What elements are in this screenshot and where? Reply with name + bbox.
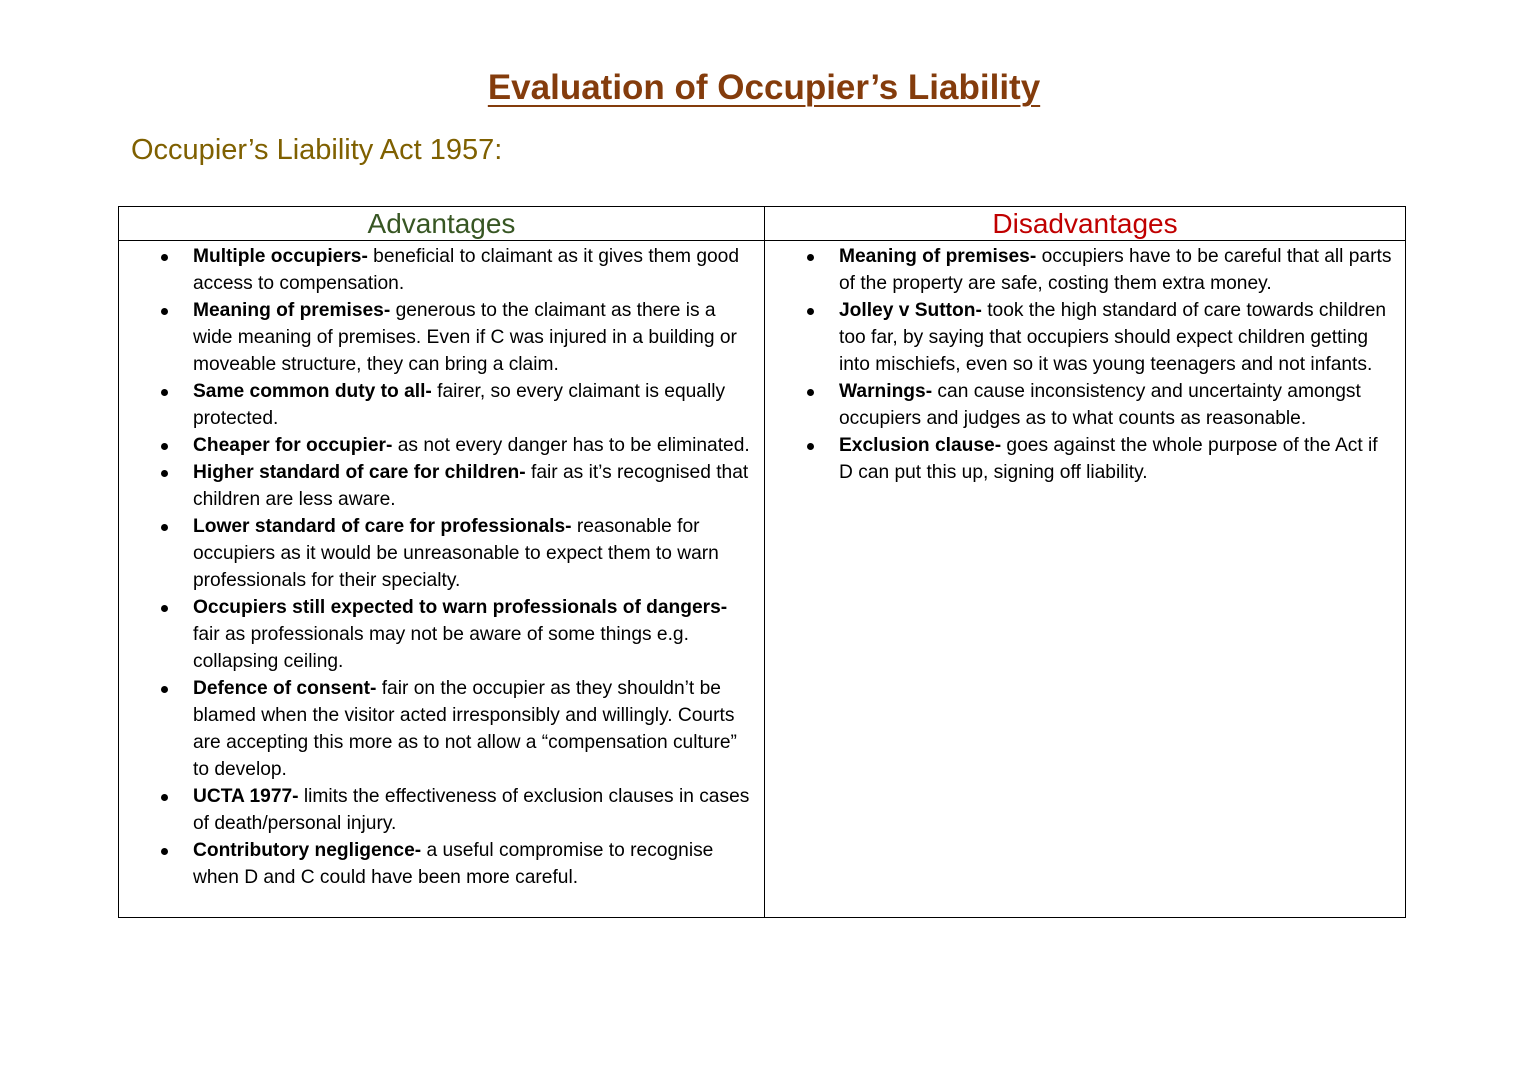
disadvantages-header: Disadvantages — [765, 207, 1406, 241]
advantages-cell — [119, 241, 765, 918]
point-text: a useful compromise to recognise when D and C could have been more careful. — [193, 840, 714, 888]
point-text: can cause inconsistency and uncertainty amongst occupiers and judges as to what counts as reasonable. — [839, 381, 1361, 429]
bullet-icon — [807, 389, 814, 396]
list-item — [119, 297, 754, 378]
point-text: fairer, so every claimant is equally protected. — [193, 381, 726, 429]
bullet-icon — [807, 443, 814, 450]
bullet-icon — [807, 254, 814, 261]
point-term: UCTA 1977- — [193, 786, 299, 807]
point-text: occupiers have to be careful that all parts of the property are safe, costing them extra money. — [839, 246, 1392, 294]
bullet-icon — [161, 470, 168, 477]
table-body-row — [119, 241, 1406, 918]
table-header-row — [119, 207, 1406, 241]
advantages-header: Advantages — [119, 207, 765, 241]
point-term: Warnings- — [839, 381, 933, 402]
point-term: Cheaper for occupier- — [193, 435, 393, 456]
list-item — [765, 378, 1395, 432]
list-item — [119, 783, 754, 837]
list-item — [119, 837, 754, 891]
list-item — [119, 243, 754, 297]
point-text: limits the effectiveness of exclusion clauses in cases of death/personal injury. — [193, 786, 750, 834]
point-term: Multiple occupiers- — [193, 246, 368, 267]
bullet-icon — [161, 848, 168, 855]
point-text: goes against the whole purpose of the Act if D can put this up, signing off liability. — [839, 435, 1378, 483]
list-item — [119, 459, 754, 513]
point-text: generous to the claimant as there is a wide meaning of premises. Even if C was injured in a building or moveable structure, they can bring a claim. — [193, 300, 737, 375]
point-text: fair on the occupier as they shouldn’t be blamed when the visitor acted irresponsibly and willingly. Courts are accepting this more as to not allow a “compensation culture” to develop. — [193, 678, 737, 780]
point-text: fair as it’s recognised that children are less aware. — [193, 462, 749, 510]
point-term: Meaning of premises- — [193, 300, 391, 321]
point-text: took the high standard of care towards children too far, by saying that occupiers should expect children getting into mischiefs, even so it was young teenagers and not infants. — [839, 300, 1387, 375]
point-text: as not every danger has to be eliminated. — [392, 435, 750, 456]
list-item — [765, 432, 1395, 486]
point-text: beneficial to claimant as it gives them good access to compensation. — [193, 246, 740, 294]
bullet-icon — [807, 308, 814, 315]
list-item — [119, 675, 754, 783]
page-title: Evaluation of Occupier’s Liability — [487, 68, 1041, 107]
advantages-list — [119, 241, 764, 891]
point-term: Defence of consent- — [193, 678, 377, 699]
list-item — [119, 432, 754, 459]
bullet-icon — [161, 794, 168, 801]
point-term: Exclusion clause- — [839, 435, 1002, 456]
bullet-icon — [161, 686, 168, 693]
disadvantages-cell — [765, 241, 1406, 918]
point-term: Meaning of premises- — [839, 246, 1037, 267]
list-item — [119, 513, 754, 594]
bullet-icon — [161, 605, 168, 612]
bullet-icon — [161, 308, 168, 315]
list-item — [765, 297, 1395, 378]
point-term: Same common duty to all- — [193, 381, 432, 402]
point-text: fair as professionals may not be aware of some things e.g. collapsing ceiling. — [193, 624, 689, 672]
evaluation-table — [118, 206, 1406, 918]
bullet-icon — [161, 443, 168, 450]
point-term: Contributory negligence- — [193, 840, 422, 861]
section-heading: Occupier’s Liability Act 1957: — [131, 134, 503, 166]
bullet-icon — [161, 254, 168, 261]
point-term: Jolley v Sutton- — [839, 300, 982, 321]
point-term: Higher standard of care for children- — [193, 462, 526, 483]
list-item — [119, 378, 754, 432]
list-item — [119, 594, 754, 675]
bullet-icon — [161, 389, 168, 396]
bullet-icon — [161, 524, 168, 531]
disadvantages-list — [765, 241, 1405, 486]
list-item — [765, 243, 1395, 297]
point-text: reasonable for occupiers as it would be unreasonable to expect them to warn professionals for their specialty. — [193, 516, 719, 591]
point-term: Occupiers still expected to warn professionals of dangers- — [193, 597, 728, 618]
point-term: Lower standard of care for professionals- — [193, 516, 572, 537]
